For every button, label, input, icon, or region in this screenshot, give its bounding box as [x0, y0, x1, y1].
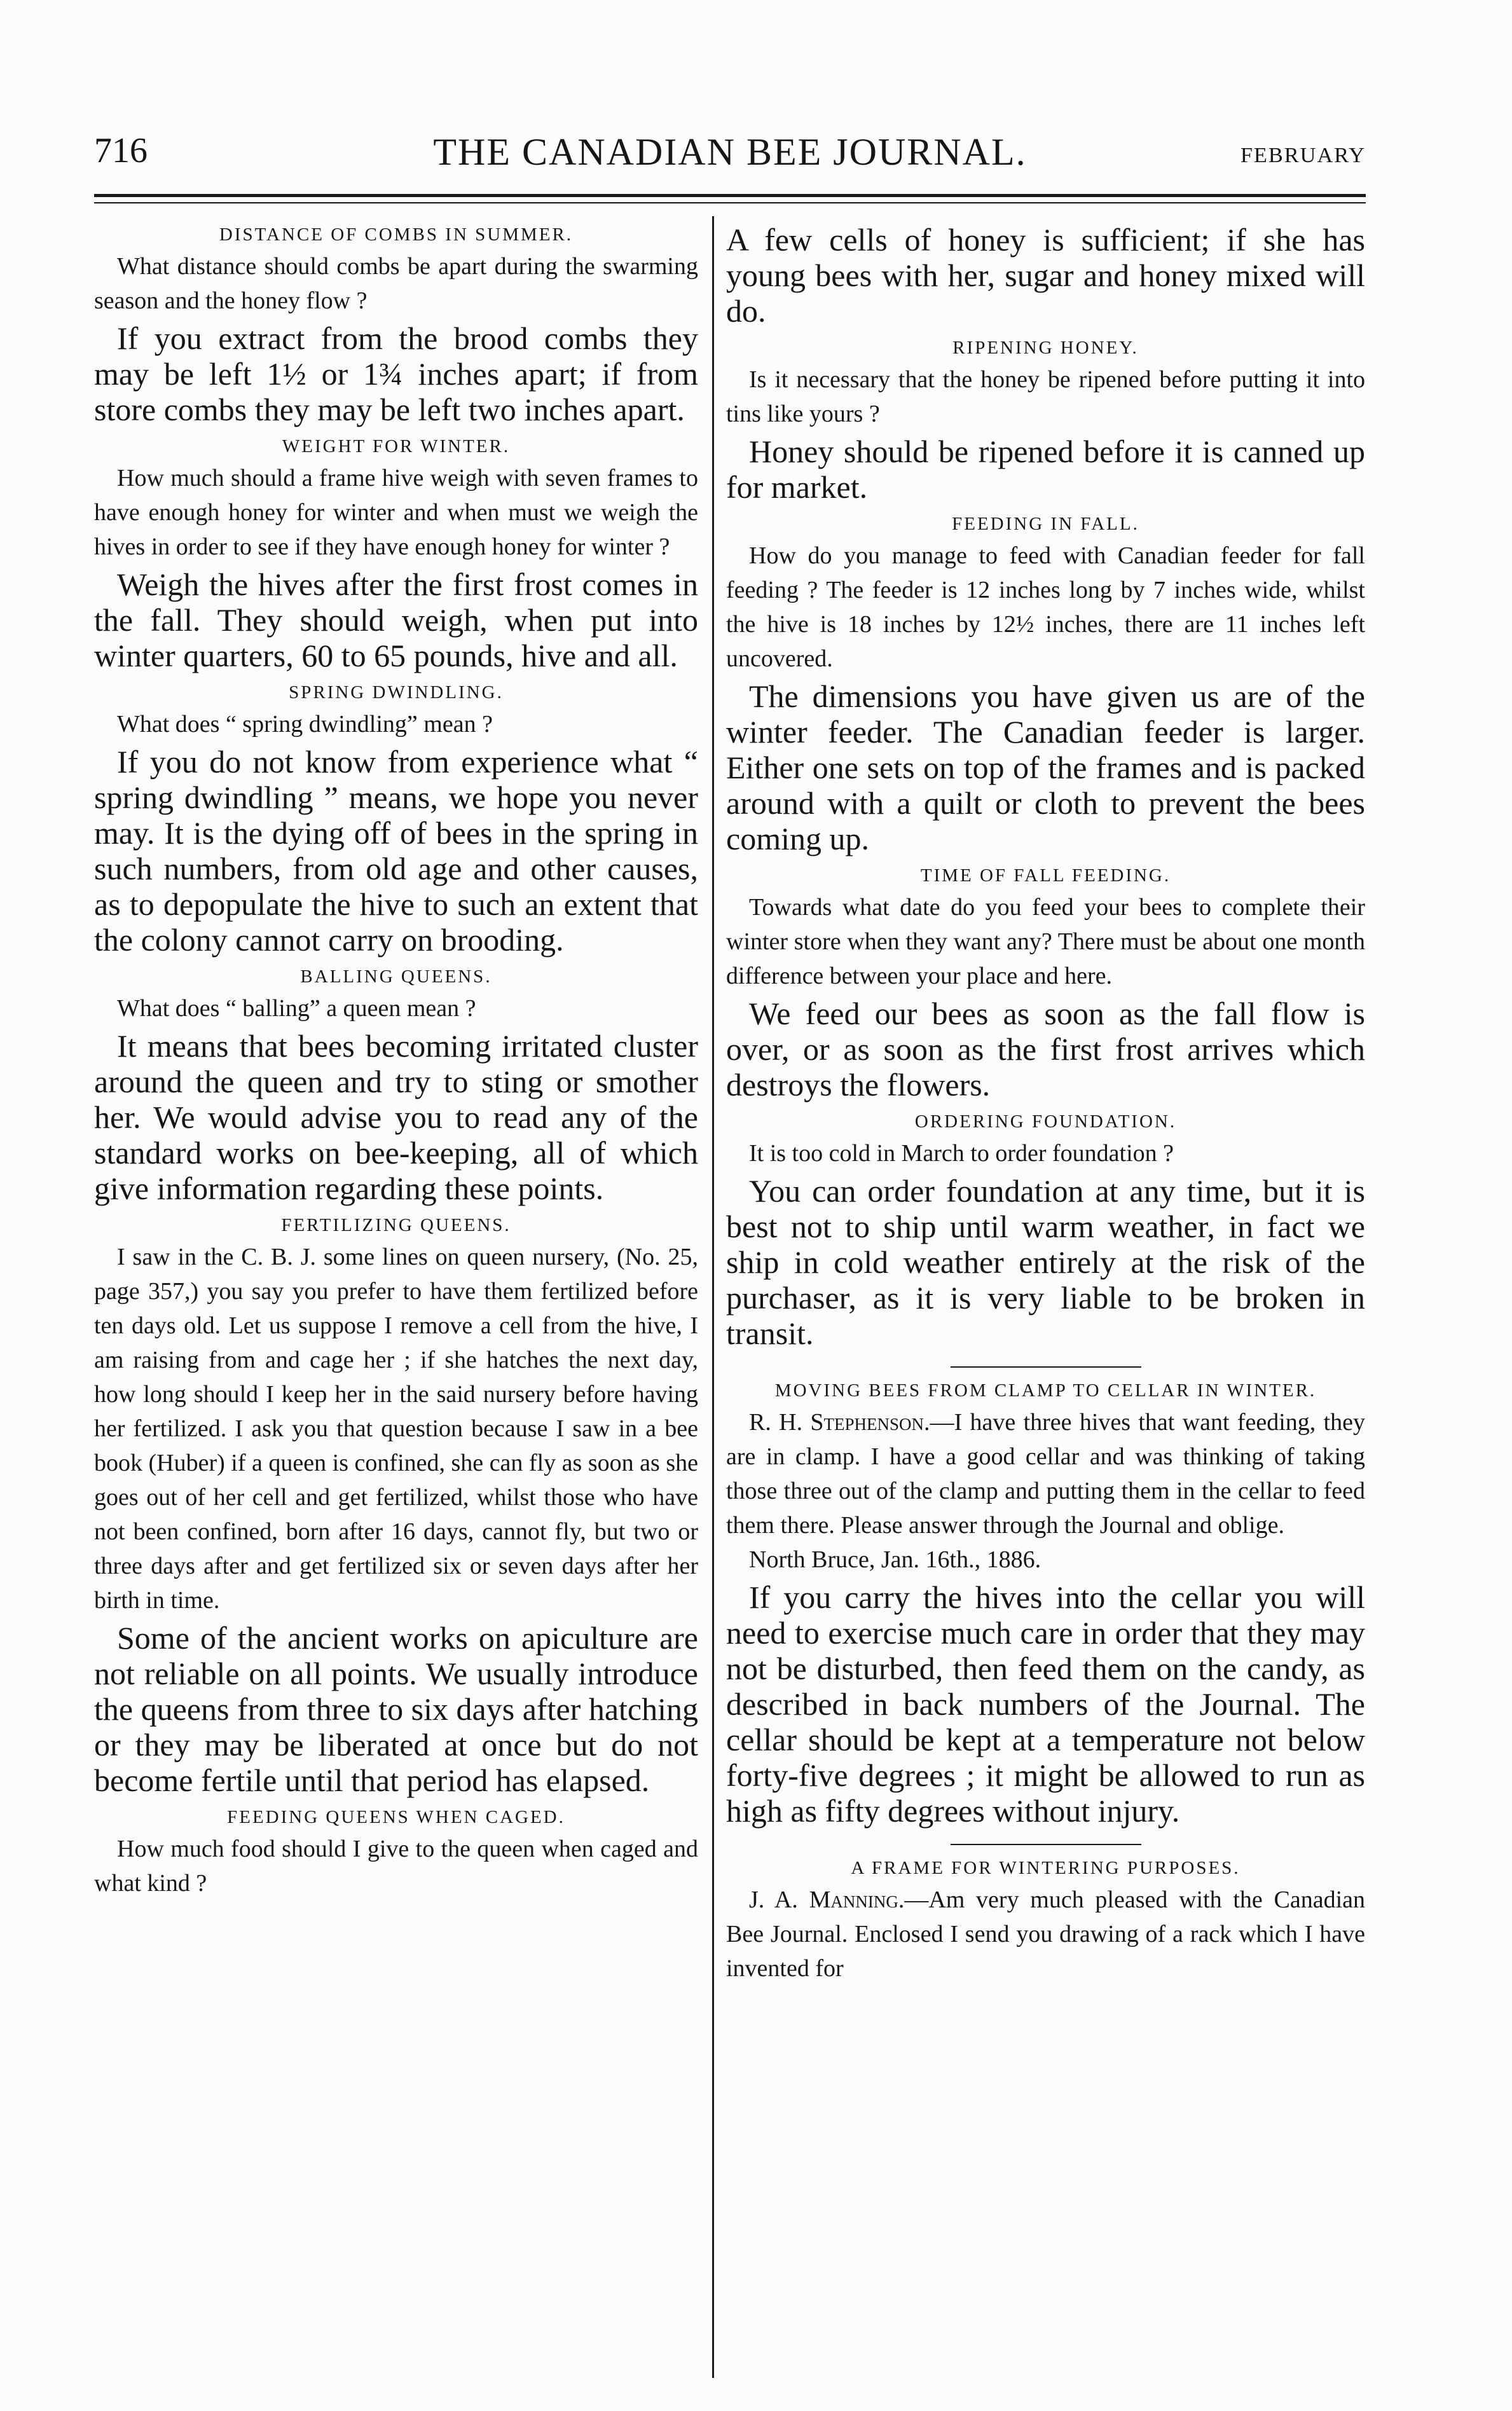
question: How much food should I give to the queen when caged and what kind ? [94, 1836, 698, 1897]
question: What does “ balling” a queen mean ? [117, 995, 476, 1022]
letter-reply: If you carry the hives into the cellar you will need to exercise much care in order that they may not be disturbed, then feed them on the candy, as described in back numbers of the Journal. The cellar should be kept at a temperature not below forty-five degrees ; it might be allowed to run as high as fifty degrees without injury. [726, 1579, 1365, 1829]
letter-author: J. A. Manning. [749, 1886, 905, 1913]
question: Towards what date do you feed your bees to complete their winter store when they want any? There must be about one month difference between your place and here. [726, 894, 1365, 989]
answer: We feed our bees as soon as the fall flow is over, or as soon as the first frost arrives which destroys the flowers. [726, 996, 1365, 1102]
section-heading: ORDERING FOUNDATION. [914, 1111, 1177, 1132]
continued-answer: A few cells of honey is sufficient; if she has young bees with her, sugar and honey mixed will do. [726, 222, 1365, 329]
answer: Honey should be ripened before it is canned up for market. [726, 434, 1365, 505]
right-column [726, 219, 1365, 1986]
section-rule [951, 1366, 1141, 1368]
answer: If you do not know from experience what “ spring dwindling ” means, we hope you never may. It is the dying off of bees in the spring in such numbers, from old age and other causes, as to depopulate the hive to such an extent that the colony cannot carry on brooding. [94, 744, 698, 958]
answer: If you extract from the brood combs they may be left 1½ or 1¾ inches apart; if from store combs they may be left two inches apart. [94, 320, 698, 427]
answer: Some of the ancient works on apiculture are not reliable on all points. We usually introduce the queens from three to six days after hatching or they may be liberated at once but do not become fertile until that period has elapsed. [94, 1620, 698, 1798]
page-number: 716 [94, 131, 148, 170]
letter-body: R. H. Stephenson.—I have three hives that want feeding, they are in clamp. I have a good cellar and was thinking of taking those three out of the clamp and putting them in the cellar to feed them there. Please answer through the Journal and oblige. [726, 1409, 1365, 1539]
section-heading: FERTILIZING QUEENS. [281, 1215, 511, 1235]
answer: Weigh the hives after the first frost comes in the fall. They should weigh, when put into winter quarters, 60 to 65 pounds, hive and all. [94, 567, 698, 673]
question: How do you manage to feed with Canadian feeder for fall feeding ? The feeder is 12 inches long by 7 inches wide, whilst the hive is 18 inches by 12½ inches, there are 11 inches left uncovered. [726, 542, 1365, 672]
letter-body: J. A. Manning.—Am very much pleased with the Canadian Bee Journal. Enclosed I send you drawing of a rack which I have invented for [726, 1886, 1366, 1982]
letter-dateline: North Bruce, Jan. 16th., 1886. [749, 1546, 1041, 1573]
letter-heading: MOVING BEES FROM CLAMP TO CELLAR IN WINTER. [774, 1380, 1317, 1401]
section-heading: WEIGHT FOR WINTER. [282, 436, 511, 457]
page-header [94, 130, 1366, 188]
answer: You can order foundation at any time, but it is best not to ship until warm weather, in fact we ship in cold weather entirely at the risk of the purchaser, as it is very liable to be broken in transit. [726, 1173, 1365, 1351]
question: What does “ spring dwindling” mean ? [117, 711, 493, 738]
header-rule-thin [94, 202, 1366, 203]
question: What distance should combs be apart during the swarming season and the honey flow ? [94, 253, 698, 314]
column-divider [712, 216, 714, 2378]
section-heading: RIPENING HONEY. [952, 338, 1139, 358]
header-rule [94, 194, 1366, 197]
left-column [94, 219, 698, 1900]
letter-author: R. H. Stephenson. [749, 1409, 930, 1436]
question: Is it necessary that the honey be ripened before putting it into tins like yours ? [726, 366, 1365, 427]
section-heading: FEEDING IN FALL. [952, 514, 1139, 534]
answer: The dimensions you have given us are of the winter feeder. The Canadian feeder is larger. Either one sets on top of the frames and is packed around with a quilt or cloth to prevent the bees coming up. [726, 678, 1365, 856]
section-heading: TIME OF FALL FEEDING. [920, 865, 1171, 886]
section-heading: BALLING QUEENS. [300, 966, 492, 987]
section-heading: DISTANCE OF COMBS IN SUMMER. [219, 224, 574, 245]
journal-title: THE CANADIAN BEE JOURNAL. [433, 131, 1027, 173]
month-label: FEBRUARY [1240, 143, 1366, 167]
question: How much should a frame hive weigh with seven frames to have enough honey for winter and when must we weigh the hives in order to see if they have enough honey for winter ? [94, 465, 698, 560]
question: I saw in the C. B. J. some lines on queen nursery, (No. 25, page 357,) you say you prefer to have them fertilized before ten days old. Let us suppose I remove a cell from the hive, I am raising from and cage her ; if she hatches the next day, how long should I keep her in the said nursery before having her fertilized. I ask you that question because I saw in a bee book (Huber) if a queen is confined, she can fly as soon as she goes out of her cell and get fertilized, whilst those who have not been confined, born after 16 days, cannot fly, but two or three days after and get fertilized six or seven days after her birth in time. [94, 1244, 698, 1614]
section-rule [951, 1844, 1141, 1845]
section-heading: SPRING DWINDLING. [289, 682, 504, 703]
question: It is too cold in March to order foundation ? [749, 1140, 1174, 1167]
letter-heading: A FRAME FOR WINTERING PURPOSES. [851, 1858, 1241, 1878]
answer: It means that bees becoming irritated cluster around the queen and try to sting or smother her. We would advise you to read any of the standard works on bee-keeping, all of which give information regarding these points. [94, 1028, 698, 1206]
section-heading: FEEDING QUEENS WHEN CAGED. [227, 1807, 565, 1827]
